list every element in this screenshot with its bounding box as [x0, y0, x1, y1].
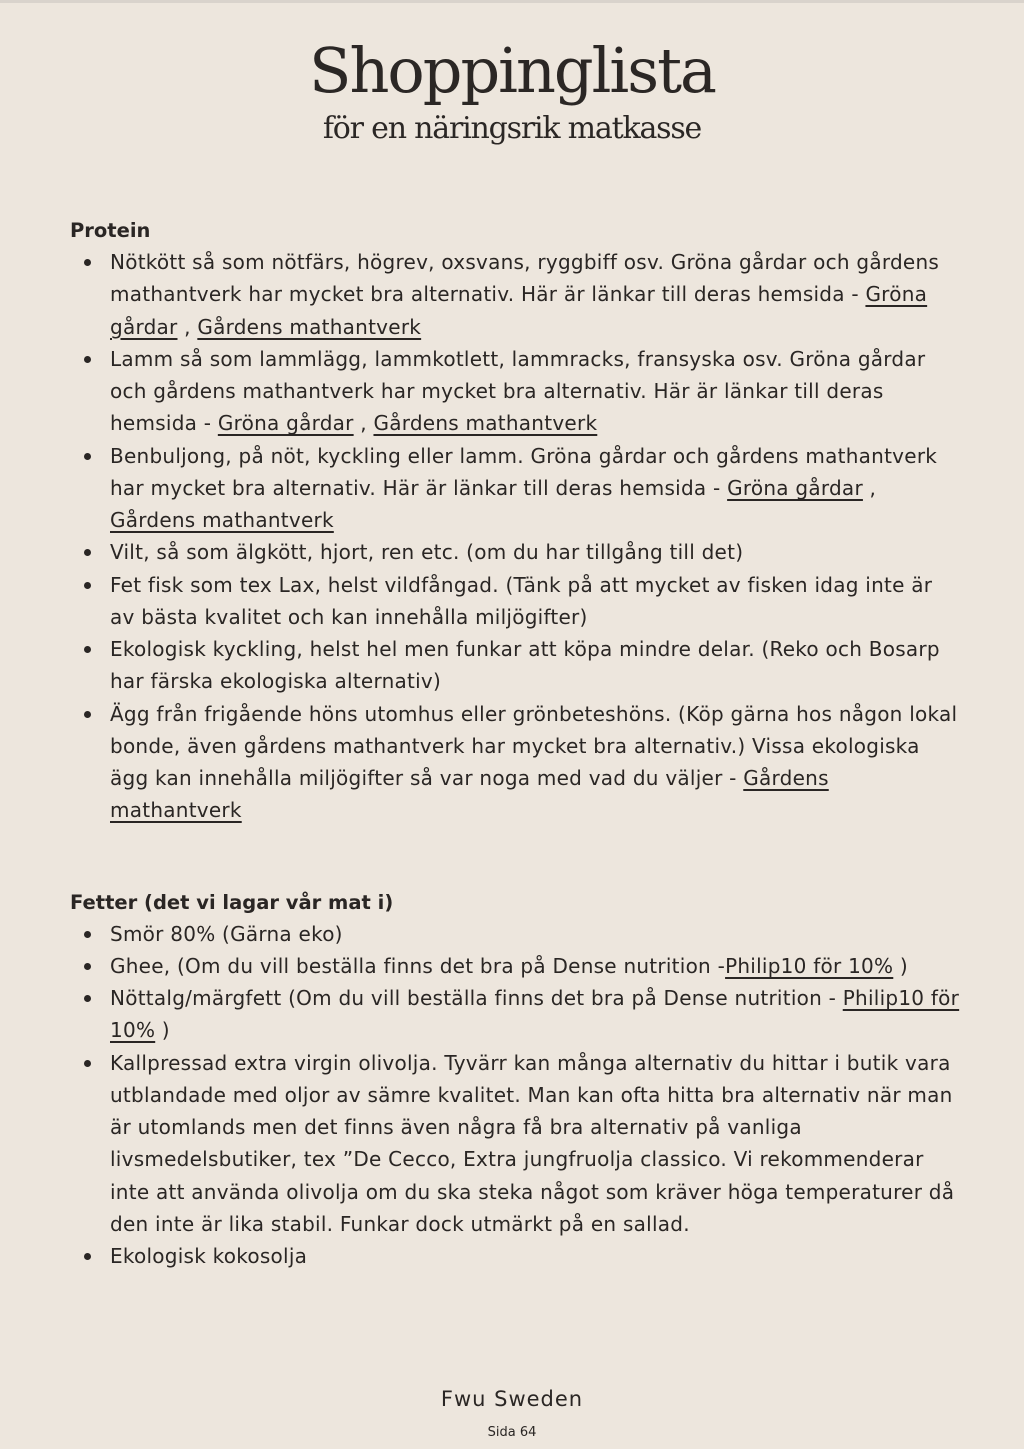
list-item [70, 918, 960, 950]
item-text: Ägg från frigående höns utomhus eller grönbeteshöns. (Köp gärna hos någon lokal bonde, även gårdens mathantverk har mycket bra alternativ.) Vissa ekologiska ägg kan innehålla miljögifter så var noga med vad du väljer - [110, 701, 958, 790]
item-text: Lamm så som lammlägg, lammkotlett, lammracks, fransyska osv. Gröna gårdar och gårdens mathantverk har mycket bra alternativ. Här är länkar till deras hemsida - [110, 346, 926, 436]
link-separator: , [862, 475, 877, 500]
item-text: Ekologisk kyckling, helst hel men funkar att köpa mindre delar. (Reko och Bosarp har färska ekologiska alternativ) [110, 637, 940, 694]
link-gardens-mathantverk[interactable]: Gårdens mathantverk [373, 411, 598, 436]
protein-list [70, 246, 960, 827]
item-text: Kallpressad extra virgin olivolja. Tyvärr kan många alternativ du hittar i butik vara utblandade med oljor av sämre kvalitet. Man kan ofta hitta bra alternativ när man är utomlands men det finns även några få bra alternativ på vanliga livsmedelsbutiker, tex ”De Cecco, Extra jungfruolja classico. Vi rekommenderar inte att använda olivolja om du ska steka något som kräver höga temperaturer då den inte är lika stabil. Funkar dock utmärkt på en sallad. [110, 1050, 955, 1236]
fats-list [70, 918, 960, 1273]
page-number: Sida 64 [487, 1425, 537, 1440]
link-separator: , [177, 314, 198, 339]
page-subtitle: för en näringsrik matkasse [322, 111, 702, 146]
list-item [70, 440, 960, 537]
link-gardens-mathantverk[interactable]: Gårdens mathantverk [197, 314, 422, 339]
list-item [70, 246, 960, 343]
section-heading-protein: Protein [70, 219, 151, 242]
link-grona-gardar[interactable]: Gröna gårdar [727, 475, 863, 500]
item-text: Smör 80% (Gärna eko) [110, 921, 343, 946]
list-item [70, 536, 960, 568]
item-text-after: ) [893, 953, 908, 978]
item-text: Ekologisk kokosolja [110, 1244, 308, 1268]
list-item [70, 1047, 960, 1241]
footer-brand: Fwu Sweden [440, 1387, 584, 1411]
link-separator: , [353, 411, 374, 436]
list-item [70, 950, 960, 982]
list-item [70, 1240, 960, 1272]
document-body [70, 216, 960, 1272]
item-text: Ghee, (Om du vill beställa finns det bra på Dense nutrition - [110, 953, 726, 978]
title-block [0, 34, 1024, 146]
link-discount-code[interactable]: Philip10 för 10% [725, 953, 894, 978]
item-text: Nötkött så som nötfärs, högrev, oxsvans, ryggbiff osv. Gröna gårdar och gårdens mathantverk har mycket bra alternativ. Här är länkar till deras hemsida - [110, 250, 940, 307]
link-gardens-mathantverk[interactable]: Gårdens mathantverk [110, 766, 829, 823]
link-grona-gardar[interactable]: Gröna gårdar [110, 282, 928, 339]
list-item [70, 698, 960, 827]
list-item [70, 982, 960, 1047]
item-text: Benbuljong, på nöt, kyckling eller lamm. Gröna gårdar och gårdens mathantverk har mycket bra alternativ. Här är länkar till deras hemsida - [110, 443, 938, 500]
page-title: Shoppinglista [309, 34, 715, 107]
list-item [70, 343, 960, 440]
section-heading-fats: Fetter (det vi lagar vår mat i) [70, 890, 394, 914]
page-top-edge [0, 0, 1024, 3]
list-item [70, 569, 960, 634]
item-text: Vilt, så som älgkött, hjort, ren etc. (om du har tillgång till det) [110, 540, 744, 565]
item-text-after: ) [155, 1018, 170, 1043]
item-text: Fet fisk som tex Lax, helst vildfångad. (Tänk på att mycket av fisken idag inte är av bästa kvalitet och kan innehålla miljögifter) [110, 572, 933, 629]
link-grona-gardar[interactable]: Gröna gårdar [217, 411, 354, 436]
item-text: Nöttalg/märgfett (Om du vill beställa finns det bra på Dense nutrition - [110, 986, 843, 1010]
link-discount-code[interactable]: Philip10 för 10% [110, 986, 960, 1043]
list-item [70, 633, 960, 698]
link-gardens-mathantverk[interactable]: Gårdens mathantverk [110, 508, 334, 532]
